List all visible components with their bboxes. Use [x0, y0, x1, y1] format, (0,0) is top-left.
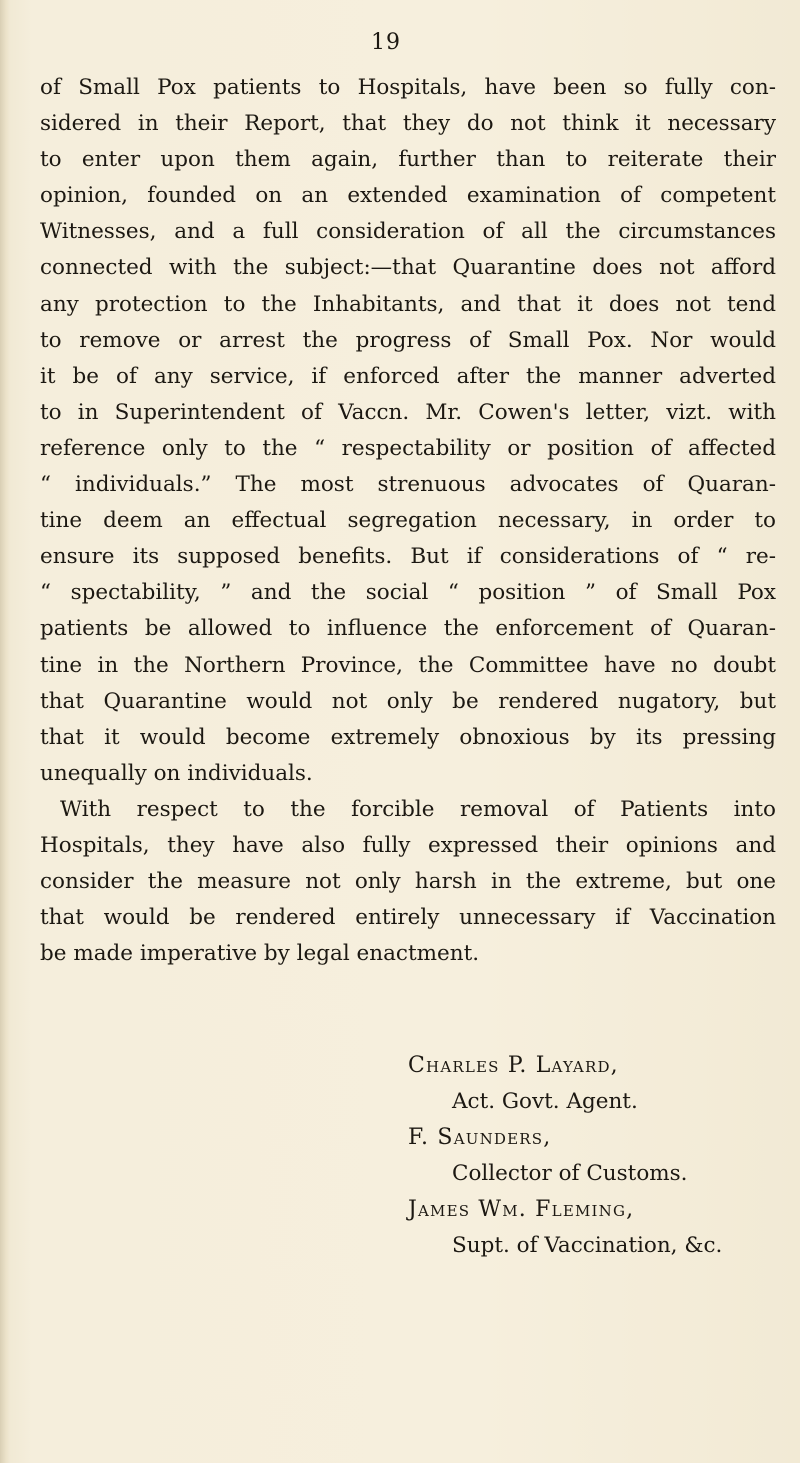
text-line: reference only to the “ respectability or position of affected [40, 435, 776, 461]
text-line: ensure its supposed benefits. But if considerations of “ re- [40, 544, 776, 570]
text-line: opinion, founded on an extended examination of competent [40, 183, 776, 209]
text-line: that it would become extremely obnoxious by its pressing [40, 724, 776, 750]
page-edge-shadow [0, 0, 10, 1463]
text-line: “ spectability, ” and the social “ position ” of Small Pox [40, 580, 776, 606]
text-line: With respect to the forcible removal of Patients into [60, 796, 776, 822]
signatory-name: F. Saunders, [408, 1125, 552, 1150]
signatory-title: Collector of Customs. [452, 1161, 688, 1186]
text-line: to enter upon them again, further than to reiterate their [40, 147, 776, 173]
text-line: that would be rendered entirely unnecessary if Vaccination [40, 905, 776, 931]
signatory-name: Charles P. Layard, [408, 1053, 619, 1078]
text-line: unequally on individuals. [40, 760, 313, 786]
text-line: “ individuals.” The most strenuous advocates of Quaran- [40, 472, 776, 498]
text-line: tine in the Northern Province, the Committee have no doubt [40, 652, 776, 678]
text-line: that Quarantine would not only be rendered nugatory, but [40, 688, 776, 714]
signatory-name: James Wm. Fleming, [408, 1197, 635, 1222]
text-line: to remove or arrest the progress of Small Pox. Nor would [40, 327, 776, 353]
text-line: of Small Pox patients to Hospitals, have been so fully con- [40, 75, 776, 100]
text-line: connected with the subject:—that Quarantine does not afford [40, 255, 776, 281]
signatory-title: Supt. of Vaccination, &c. [452, 1233, 723, 1258]
signatory-title: Act. Govt. Agent. [452, 1089, 638, 1114]
text-line: patients be allowed to influence the enforcement of Quaran- [40, 616, 776, 642]
text-line: be made imperative by legal enactment. [40, 941, 480, 967]
text-line: Witnesses, and a full consideration of all the circumstances [40, 219, 776, 245]
text-line: to in Superintendent of Vaccn. Mr. Cowen's letter, vizt. with [40, 399, 776, 425]
text-line: consider the measure not only harsh in the extreme, but one [40, 869, 776, 895]
text-line: it be of any service, if enforced after the manner adverted [40, 363, 776, 389]
text-line: tine deem an effectual segregation necessary, in order to [40, 508, 776, 534]
page-number: 19 [371, 30, 401, 55]
text-line: Hospitals, they have also fully expressed their opinions and [40, 832, 776, 858]
body-text [40, 70, 776, 972]
text-line: sidered in their Report, that they do not think it necessary [40, 111, 776, 137]
text-line: any protection to the Inhabitants, and that it does not tend [40, 291, 776, 317]
